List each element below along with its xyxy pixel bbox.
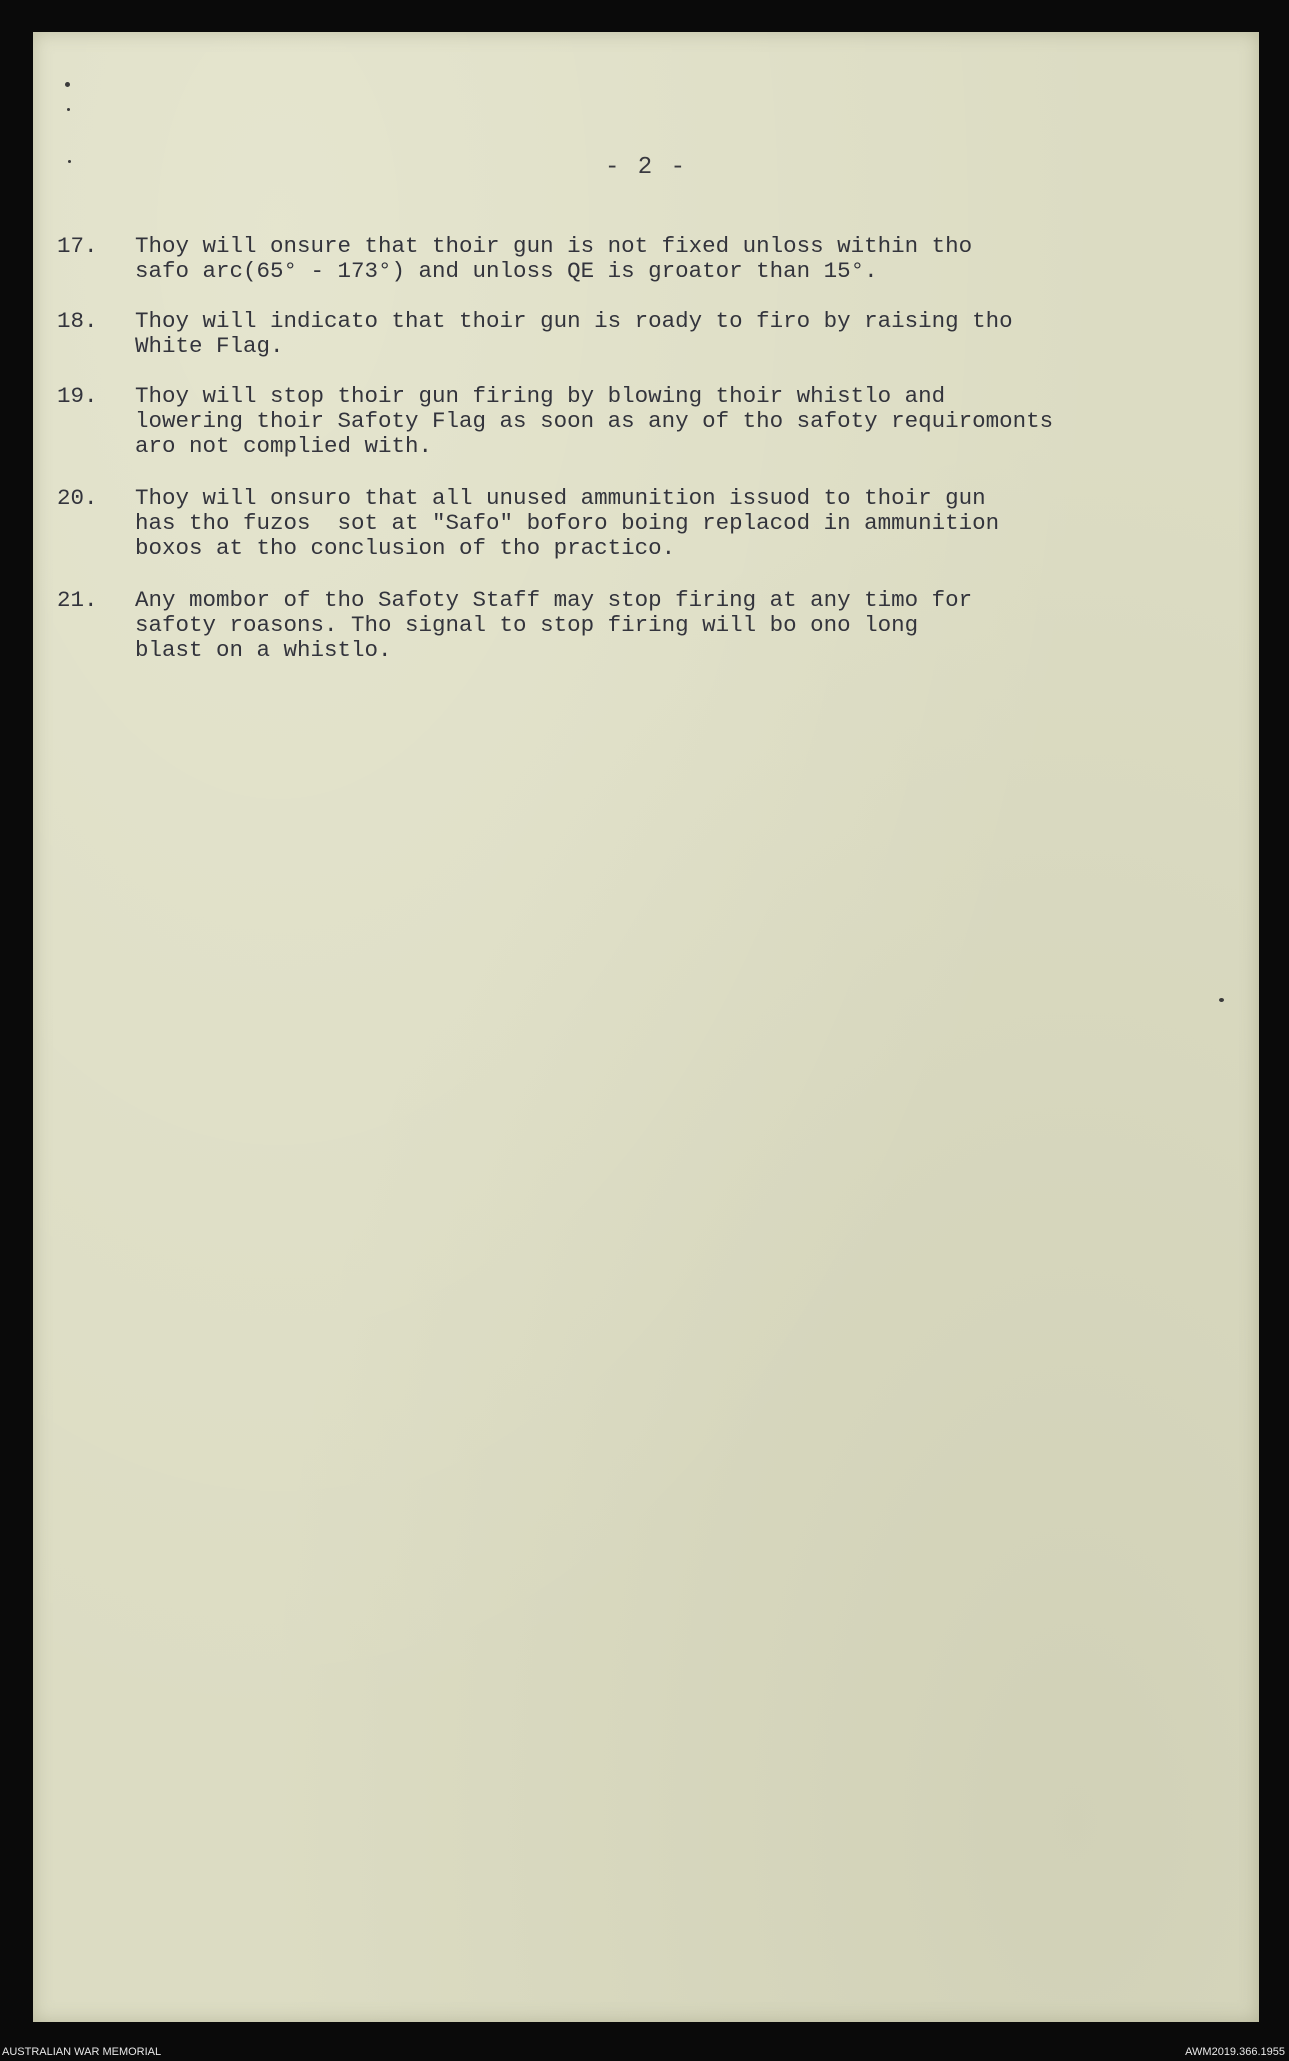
paragraph-number: 19. <box>57 383 98 409</box>
archive-reference: AWM2019.366.1955 <box>1185 2046 1285 2058</box>
text-line: White Flag. <box>135 333 284 359</box>
paragraph-text <box>135 234 1235 284</box>
text-line: blast on a whistlo. <box>135 637 392 663</box>
text-line: Thoy will indicato that thoir gun is roady to firo by raising tho <box>135 308 1013 334</box>
text-line: safo arc(65° - 173°) and unloss QE is groator than 15°. <box>135 258 878 284</box>
text-line: safoty roasons. Tho signal to stop firing will bo ono long <box>135 612 919 638</box>
text-line: aro not complied with. <box>135 433 433 459</box>
paragraph-number: 18. <box>57 308 98 334</box>
paragraph-text <box>135 309 1235 359</box>
paragraph-number: 20. <box>57 485 98 511</box>
punch-mark <box>1219 998 1224 1002</box>
text-line: has tho fuzos sot at "Safo" boforo boing replacod in ammunition <box>135 510 1000 536</box>
paragraph-text <box>135 486 1235 561</box>
paragraph-number: 21. <box>57 587 98 613</box>
text-line: Thoy will onsure that thoir gun is not fixed unloss within tho <box>135 233 973 259</box>
text-line: Any mombor of tho Safoty Staff may stop firing at any timo for <box>135 587 973 613</box>
archive-credit: AUSTRALIAN WAR MEMORIAL <box>2 2046 162 2058</box>
punch-mark <box>65 82 70 87</box>
text-line: boxos at tho conclusion of tho practico. <box>135 535 676 561</box>
text-line: lowering thoir Safoty Flag as soon as any of tho safoty requiromonts <box>135 408 1054 434</box>
document-page <box>33 32 1259 2022</box>
paragraph-number: 17. <box>57 233 98 259</box>
paragraph-text <box>135 384 1235 459</box>
punch-mark <box>67 108 70 111</box>
page-number: - 2 - <box>604 154 687 181</box>
paragraph-text <box>135 588 1235 663</box>
text-line: Thoy will onsuro that all unused ammunition issuod to thoir gun <box>135 485 986 511</box>
text-line: Thoy will stop thoir gun firing by blowing thoir whistlo and <box>135 383 946 409</box>
